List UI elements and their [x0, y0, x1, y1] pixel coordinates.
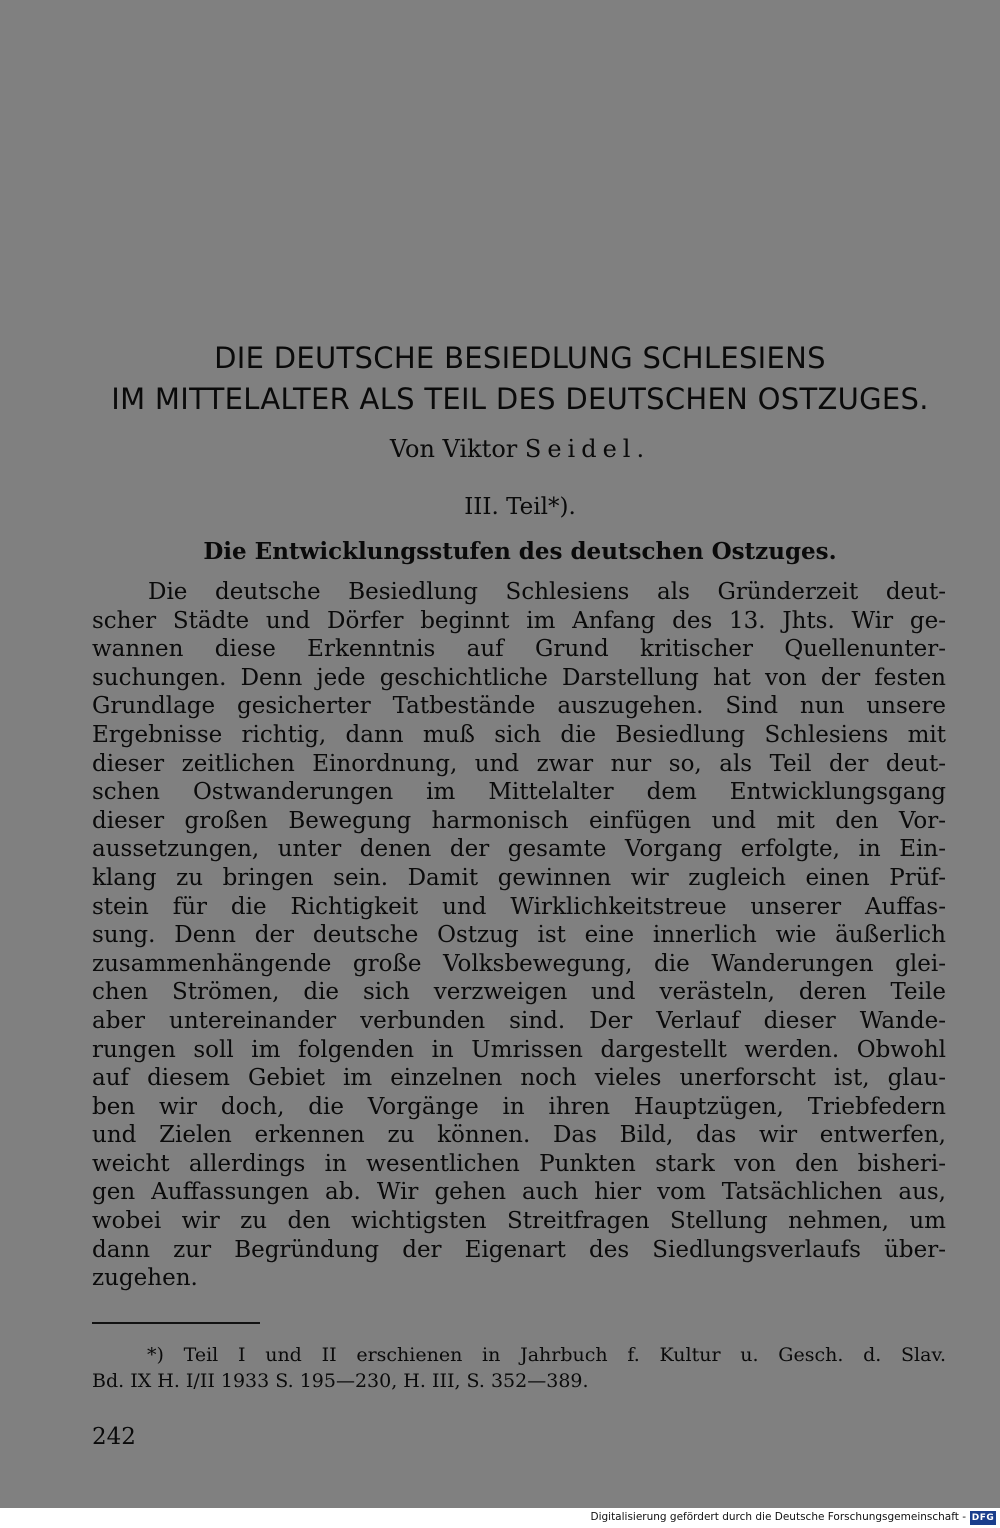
body-line: klang zu bringen sein. Damit gewinnen wir zugleich einen Prüf-	[92, 864, 946, 891]
body-line: dann zur Begründung der Eigenart des Siedlungsverlaufs über-	[92, 1236, 946, 1263]
body-line: dieser zeitlichen Einordnung, und zwar nur so, als Teil der deut-	[92, 750, 946, 777]
body-line: wobei wir zu den wichtigsten Streitfragen Stellung nehmen, um	[92, 1208, 946, 1235]
body-line: ben wir doch, die Vorgänge in ihren Hauptzügen, Triebfedern	[92, 1093, 946, 1120]
body-line: aber untereinander verbunden sind. Der Verlauf dieser Wande-	[92, 1007, 946, 1034]
body-line: Grundlage gesicherter Tatbestände auszugehen. Sind nun unsere	[92, 693, 946, 720]
digitization-footer	[0, 1508, 1000, 1528]
body-line: schen Ostwanderungen im Mittelalter dem Entwicklungsgang	[92, 779, 946, 806]
body-line: gen Auffassungen ab. Wir gehen auch hier vom Tatsächlichen aus,	[92, 1179, 946, 1206]
page-number: 242	[92, 1424, 136, 1450]
part-heading: III. Teil*).	[464, 494, 576, 520]
body-line: aussetzungen, unter denen der gesamte Vorgang erfolgte, in Ein-	[92, 836, 946, 863]
body-line: weicht allerdings in wesentlichen Punkten stark von den bisheri-	[92, 1150, 946, 1177]
body-line: zusammenhängende große Volksbewegung, die Wanderungen glei-	[92, 950, 946, 977]
funding-credit: Digitalisierung gefördert durch die Deutsche Forschungsgemeinschaft -	[590, 1511, 966, 1523]
body-line: wannen diese Erkenntnis auf Grund kritischer Quellenunter-	[92, 636, 946, 663]
author-prefix: Von Viktor	[389, 435, 518, 463]
body-line: scher Städte und Dörfer beginnt im Anfang des 13. Jhts. Wir ge-	[92, 607, 946, 634]
body-line: auf diesem Gebiet im einzelnen noch vieles unerforscht ist, glau-	[92, 1065, 946, 1092]
footnote-line-2: Bd. IX H. I/II 1933 S. 195—230, H. III, S. 352—389.	[92, 1370, 589, 1392]
body-line: und Zielen erkennen zu können. Das Bild, das wir entwerfen,	[92, 1122, 946, 1149]
body-line: stein für die Richtigkeit und Wirklichkeitstreue unserer Auffas-	[92, 893, 946, 920]
body-line: suchungen. Denn jede geschichtliche Darstellung hat von der festen	[92, 664, 946, 691]
body-line: zugehen.	[92, 1265, 198, 1292]
section-heading: Die Entwicklungsstufen des deutschen Ostzuges.	[203, 538, 837, 565]
article-title-line-2: IM MITTELALTER ALS TEIL DES DEUTSCHEN OSTZUGES.	[111, 382, 929, 416]
author-name: Seidel.	[524, 435, 651, 463]
body-line: rungen soll im folgenden in Umrissen dargestellt werden. Obwohl	[92, 1036, 946, 1063]
body-line: Ergebnisse richtig, dann muß sich die Besiedlung Schlesiens mit	[92, 721, 946, 748]
article-title-line-1: DIE DEUTSCHE BESIEDLUNG SCHLESIENS	[214, 341, 826, 375]
body-line: dieser großen Bewegung harmonisch einfügen und mit den Vor-	[92, 807, 946, 834]
body-line: sung. Denn der deutsche Ostzug ist eine innerlich wie äußerlich	[92, 922, 946, 949]
dfg-logo-icon: DFG	[971, 1513, 995, 1523]
body-text	[92, 578, 946, 1293]
footnote-divider	[92, 1322, 260, 1324]
body-line: chen Strömen, die sich verzweigen und verästeln, deren Teile	[92, 979, 946, 1006]
body-line: Die deutsche Besiedlung Schlesiens als Gründerzeit deut-	[148, 579, 946, 605]
footnote-line-1: *) Teil I und II erschienen in Jahrbuch f. Kultur u. Gesch. d. Slav.	[147, 1344, 946, 1366]
author-line	[60, 434, 980, 464]
